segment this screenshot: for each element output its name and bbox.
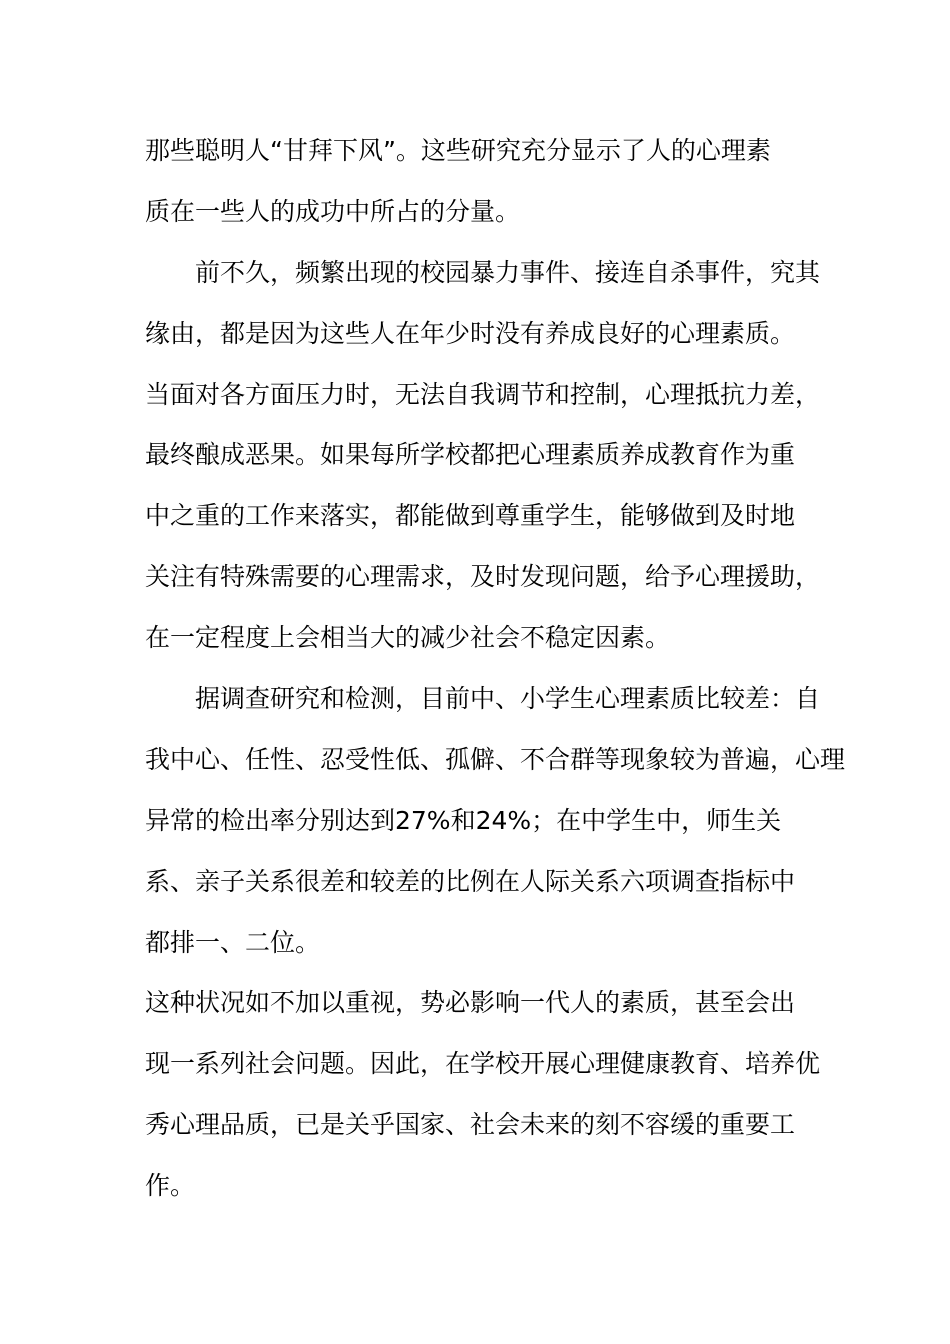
paragraph-line: 关注有特殊需要的心理需求，及时发现问题，给予心理援助， bbox=[145, 562, 821, 591]
paragraph-line: 系、亲子关系很差和较差的比例在人际关系六项调查指标中 bbox=[145, 867, 796, 896]
paragraph-line: 最终酿成恶果。如果每所学校都把心理素质养成教育作为重 bbox=[145, 440, 796, 469]
paragraph-line: 缘由，都是因为这些人在年少时没有养成良好的心理素质。 bbox=[145, 319, 796, 348]
paragraph-line: 作。 bbox=[145, 1171, 196, 1200]
paragraph-line: 我中心、任性、忍受性低、孤僻、不合群等现象较为普遍，心理 bbox=[145, 745, 846, 774]
paragraph-line: 那些聪明人“甘拜下风”。这些研究充分显示了人的心理素 bbox=[145, 136, 771, 165]
paragraph-line: 异常的检出率分别达到27%和24%；在中学生中，师生关 bbox=[145, 806, 782, 835]
paragraph-line: 秀心理品质，已是关乎国家、社会未来的刻不容缓的重要工 bbox=[145, 1110, 796, 1139]
paragraph-line: 质在一些人的成功中所占的分量。 bbox=[145, 197, 521, 226]
paragraph-line: 现一系列社会问题。因此，在学校开展心理健康教育、培养优 bbox=[145, 1049, 821, 1078]
paragraph-line: 都排一、二位。 bbox=[145, 928, 321, 957]
paragraph-line: 在一定程度上会相当大的减少社会不稳定因素。 bbox=[145, 623, 671, 652]
paragraph-line: 前不久，频繁出现的校园暴力事件、接连自杀事件，究其 bbox=[195, 258, 821, 287]
paragraph-line: 中之重的工作来落实，都能做到尊重学生，能够做到及时地 bbox=[145, 501, 796, 530]
paragraph-line: 这种状况如不加以重视，势必影响一代人的素质，甚至会出 bbox=[145, 988, 796, 1017]
paragraph-line: 当面对各方面压力时，无法自我调节和控制，心理抵抗力差， bbox=[145, 380, 821, 409]
paragraph-line: 据调查研究和检测，目前中、小学生心理素质比较差：自 bbox=[195, 684, 821, 713]
